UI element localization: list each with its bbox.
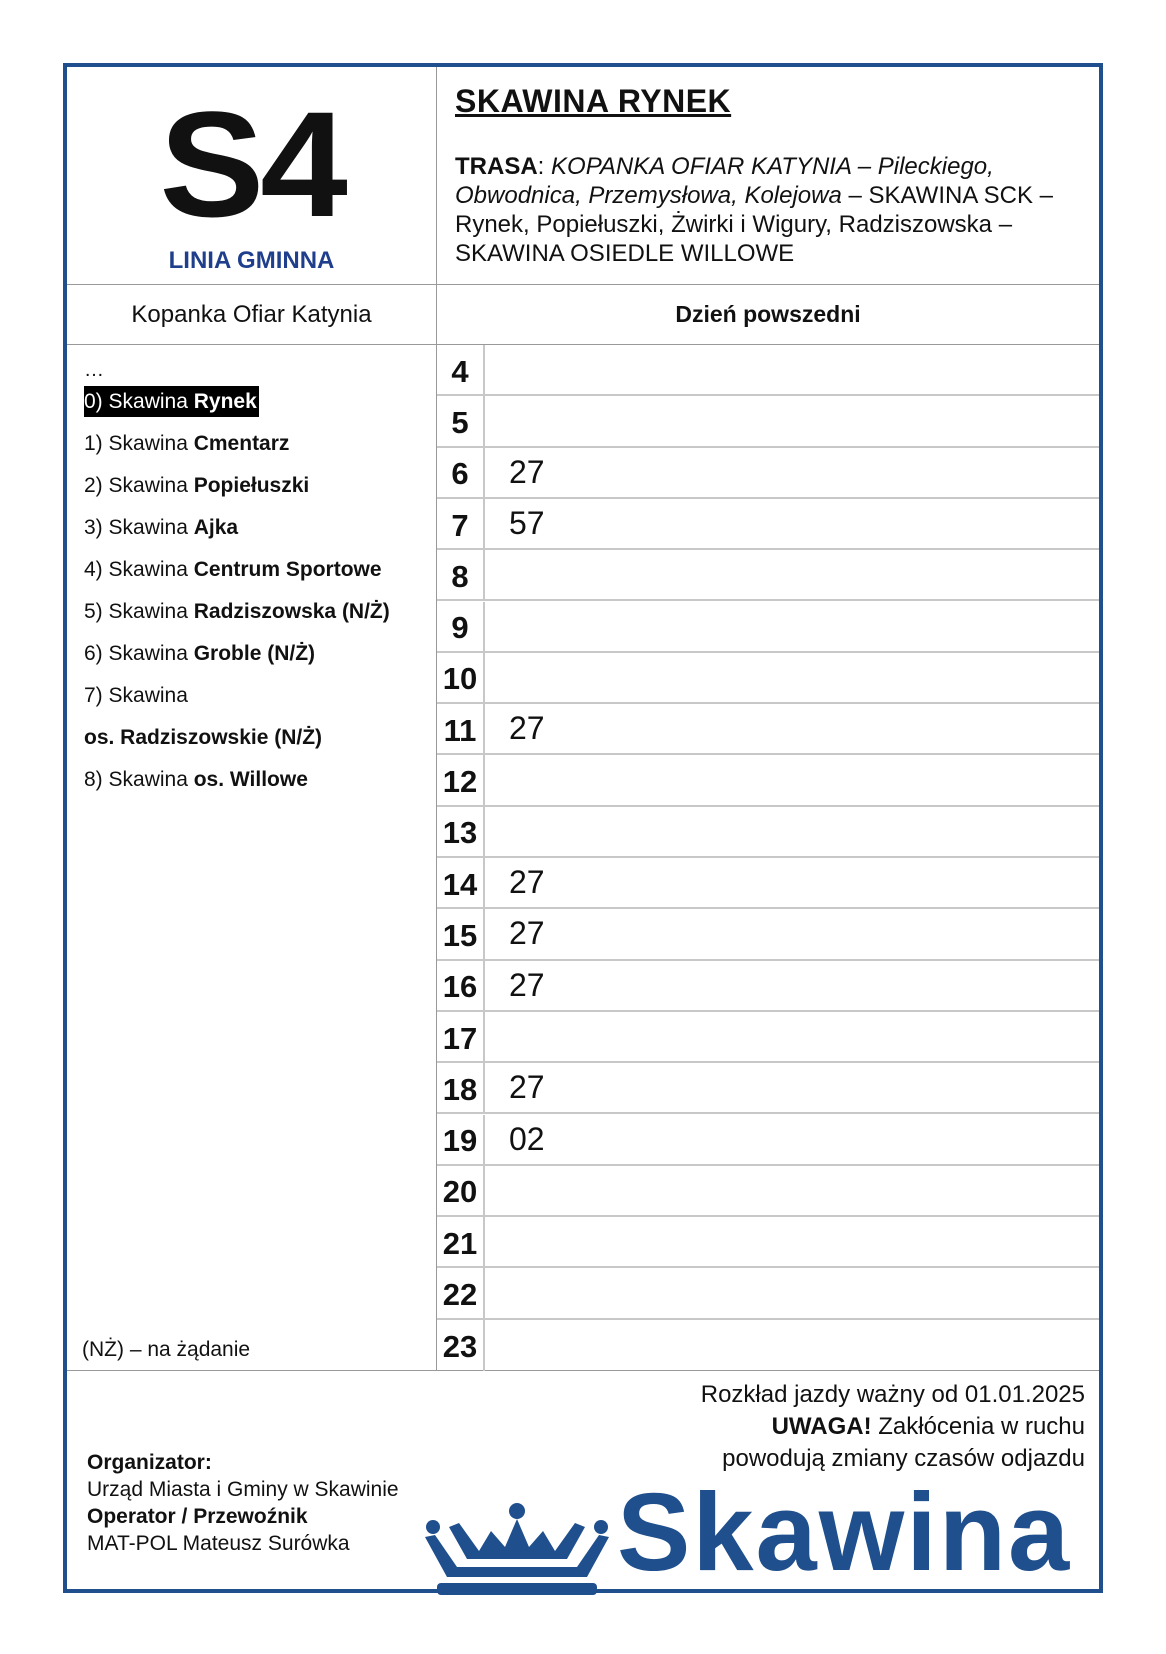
line-number: S4 — [159, 80, 344, 248]
stop-name: Groble (N/Ż) — [193, 642, 316, 665]
organizer-name: Urząd Miasta i Gminy w Skawinie — [87, 1478, 399, 1501]
warning-line — [701, 1411, 1085, 1443]
minutes-cell — [485, 550, 1099, 599]
timetable-row — [437, 396, 1099, 447]
timetable-row — [437, 1063, 1099, 1114]
timetable-row — [437, 1012, 1099, 1063]
stop-prefix: 5) Skawina — [84, 600, 194, 623]
stop-item — [84, 597, 436, 639]
minutes-cell — [485, 345, 1099, 394]
timetable-row — [437, 858, 1099, 909]
day-type: Dzień powszedni — [437, 285, 1099, 345]
stop-prefix: 2) Skawina — [84, 474, 194, 497]
hour-cell: 15 — [437, 909, 485, 958]
minutes-cell: 27 — [509, 966, 545, 1003]
stop-name: Centrum Sportowe — [193, 558, 382, 581]
hour-cell: 4 — [437, 345, 485, 394]
hour-cell: 19 — [437, 1115, 485, 1164]
stop-name: Radziszowska (N/Ż) — [193, 600, 390, 623]
minutes-cell: 27 — [509, 915, 545, 952]
hour-cell: 13 — [437, 807, 485, 856]
stop-name: os. Radziszowskie (N/Ż) — [84, 726, 323, 749]
hour-cell: 9 — [437, 602, 485, 651]
timetable-row — [437, 704, 1099, 755]
timetable-row — [437, 448, 1099, 499]
timetable-row — [437, 1115, 1099, 1166]
warning-text-2: powodują zmiany czasów odjazdu — [722, 1445, 1085, 1472]
stop-item — [84, 471, 436, 513]
stop-item — [84, 765, 436, 807]
stop-name: Popiełuszki — [193, 474, 310, 497]
stop-prefix: 0) Skawina — [84, 390, 194, 413]
timetable-row — [437, 602, 1099, 653]
minutes-cell: 27 — [509, 710, 545, 747]
skawina-logo — [417, 1471, 1107, 1597]
minutes-cell — [485, 755, 1099, 804]
stop-name: Rynek — [193, 390, 257, 413]
warning-text: Zakłócenia w ruchu — [871, 1413, 1085, 1440]
stop-name: os. Willowe — [193, 768, 308, 791]
warning-label: UWAGA! — [771, 1413, 872, 1440]
direction-from: Kopanka Ofiar Katynia — [67, 285, 437, 345]
stop-item — [84, 681, 436, 723]
timetable-row — [437, 1166, 1099, 1217]
stop-item — [84, 555, 436, 597]
stop-prefix: 6) Skawina — [84, 642, 194, 665]
route-rest: – SKAWINA SCK – Rynek, Popiełuszki, Żwirki i Wigury, Radziszowska – SKAWINA OSIEDLE WILLOWE — [455, 182, 1054, 267]
organizer-label: Organizator: — [87, 1451, 212, 1474]
minutes-cell — [485, 1166, 1099, 1215]
timetable-row — [437, 499, 1099, 550]
stop-item — [84, 639, 436, 681]
timetable-row — [437, 807, 1099, 858]
stop-prefix: 4) Skawina — [84, 558, 194, 581]
stop-title: SKAWINA RYNEK — [455, 83, 732, 119]
hour-cell: 12 — [437, 755, 485, 804]
departures-table — [437, 345, 1099, 1371]
organizer-info — [87, 1449, 399, 1557]
request-stop-note: (NŻ) – na żądanie — [82, 1338, 251, 1361]
stop-item — [84, 387, 436, 429]
line-header — [67, 67, 437, 285]
minutes-cell — [485, 1320, 1099, 1371]
route-label: TRASA — [455, 153, 538, 180]
stops-list — [67, 345, 437, 1371]
hour-cell: 14 — [437, 858, 485, 907]
minutes-cell — [485, 653, 1099, 702]
minutes-cell: 27 — [509, 1069, 545, 1106]
timetable-row — [437, 1217, 1099, 1268]
hour-cell: 10 — [437, 653, 485, 702]
minutes-cell — [485, 1268, 1099, 1317]
minutes-cell: 27 — [509, 453, 545, 490]
stop-prefix: 3) Skawina — [84, 516, 194, 539]
operator-label: Operator / Przewoźnik — [87, 1505, 308, 1528]
validity-info — [701, 1379, 1085, 1475]
minutes-cell: 27 — [509, 864, 545, 900]
hour-cell: 18 — [437, 1063, 485, 1112]
minutes-cell — [485, 396, 1099, 445]
hour-cell: 23 — [437, 1320, 485, 1371]
stop-item — [84, 723, 436, 765]
hour-cell: 6 — [437, 448, 485, 497]
stop-prefix: 7) Skawina — [84, 684, 188, 707]
stops-ellipsis: … — [84, 359, 104, 381]
hour-cell: 17 — [437, 1012, 485, 1061]
minutes-cell — [485, 1012, 1099, 1061]
stop-item — [84, 513, 436, 555]
line-kind: LINIA GMINNA — [168, 247, 335, 274]
stop-name: Ajka — [193, 516, 239, 539]
validity-date: Rozkład jazdy ważny od 01.01.2025 — [700, 1381, 1085, 1408]
stop-prefix: 8) Skawina — [84, 768, 194, 791]
timetable-frame — [63, 63, 1103, 1593]
route-description: TRASA: KOPANKA OFIAR KATYNIA – Pileckiego, Obwodnica, Przemysłowa, Kolejowa – SKAWINA SCK – Rynek, Popiełuszki, Żwirki i Wigury, Radziszowska – SKAWINA OSIEDLE WILLOWE — [455, 153, 1054, 267]
timetable-row — [437, 653, 1099, 704]
route-italic: KOPANKA OFIAR KATYNIA – Pileckiego, Obwodnica, Przemysłowa, Kolejowa — [455, 153, 994, 209]
hour-cell: 11 — [437, 704, 485, 753]
hour-cell: 22 — [437, 1268, 485, 1317]
timetable-row — [437, 345, 1099, 396]
timetable-row — [437, 550, 1099, 601]
crown-icon — [417, 1497, 617, 1607]
timetable-row — [437, 909, 1099, 960]
stop-item — [84, 429, 436, 471]
timetable-row — [437, 961, 1099, 1012]
stop-name: Cmentarz — [193, 432, 290, 455]
hour-cell: 21 — [437, 1217, 485, 1266]
minutes-cell: 57 — [509, 504, 545, 541]
minutes-cell: 02 — [509, 1120, 545, 1157]
hour-cell: 7 — [437, 499, 485, 548]
minutes-cell — [485, 602, 1099, 651]
hour-cell: 16 — [437, 961, 485, 1010]
hour-cell: 8 — [437, 550, 485, 599]
timetable-row — [437, 755, 1099, 806]
hour-cell: 20 — [437, 1166, 485, 1215]
timetable-row — [437, 1320, 1099, 1371]
hour-cell: 5 — [437, 396, 485, 445]
logo-text: Skawina — [617, 1471, 1072, 1594]
timetable-row — [437, 1268, 1099, 1319]
stop-header — [437, 67, 1099, 285]
operator-name: MAT-POL Mateusz Surówka — [87, 1532, 350, 1555]
minutes-cell — [485, 1217, 1099, 1266]
minutes-cell — [485, 807, 1099, 856]
stop-prefix: 1) Skawina — [84, 432, 194, 455]
